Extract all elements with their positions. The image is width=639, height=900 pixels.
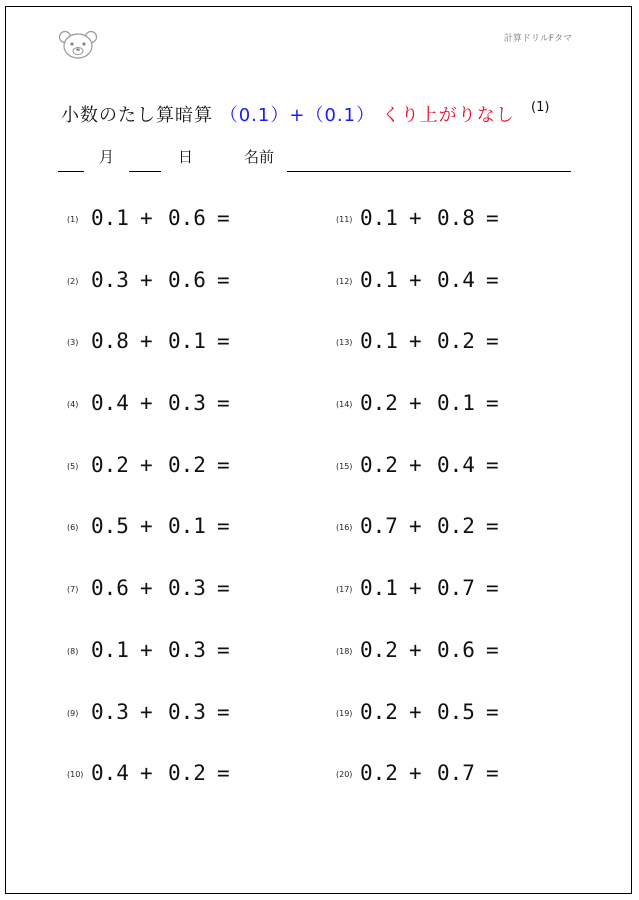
plus-sign: + (409, 391, 422, 415)
problem-number: (4) (67, 400, 79, 409)
first-operand: 0.1 (360, 206, 398, 230)
second-operand: 0.5 (437, 700, 475, 724)
problem-number: (3) (67, 338, 79, 347)
equals-sign: = (486, 576, 499, 600)
first-operand: 0.1 (91, 638, 129, 662)
problem-number: (5) (67, 462, 79, 471)
title-expression: （0.1）+（0.1） (219, 105, 376, 126)
equals-sign: = (486, 206, 499, 230)
equals-sign: = (217, 700, 230, 724)
second-operand: 0.2 (437, 514, 475, 538)
plus-sign: + (140, 514, 153, 538)
sheet-number: (1) (531, 100, 550, 115)
day-blank[interactable] (129, 171, 161, 172)
second-operand: 0.1 (168, 329, 206, 353)
plus-sign: + (409, 453, 422, 477)
second-operand: 0.3 (168, 700, 206, 724)
plus-sign: + (140, 329, 153, 353)
second-operand: 0.4 (437, 453, 475, 477)
problem-number: (8) (67, 647, 79, 656)
problem-number: (18) (336, 647, 353, 656)
first-operand: 0.5 (91, 514, 129, 538)
problem-number: (7) (67, 585, 79, 594)
first-operand: 0.3 (91, 268, 129, 292)
equals-sign: = (217, 514, 230, 538)
second-operand: 0.4 (437, 268, 475, 292)
plus-sign: + (409, 638, 422, 662)
problem-number: (2) (67, 277, 79, 286)
plus-sign: + (409, 761, 422, 785)
equals-sign: = (217, 761, 230, 785)
problem-number: (13) (336, 338, 353, 347)
problem-number: (6) (67, 523, 79, 532)
first-operand: 0.1 (360, 329, 398, 353)
equals-sign: = (217, 576, 230, 600)
problem-number: (10) (67, 770, 84, 779)
second-operand: 0.3 (168, 638, 206, 662)
second-operand: 0.3 (168, 391, 206, 415)
first-operand: 0.4 (91, 391, 129, 415)
first-operand: 0.2 (360, 700, 398, 724)
problem-number: (15) (336, 462, 353, 471)
second-operand: 0.6 (168, 268, 206, 292)
first-operand: 0.2 (360, 391, 398, 415)
first-operand: 0.8 (91, 329, 129, 353)
plus-sign: + (409, 700, 422, 724)
equals-sign: = (217, 329, 230, 353)
plus-sign: + (140, 638, 153, 662)
plus-sign: + (140, 268, 153, 292)
second-operand: 0.8 (437, 206, 475, 230)
first-operand: 0.4 (91, 761, 129, 785)
month-blank[interactable] (58, 171, 84, 172)
plus-sign: + (409, 206, 422, 230)
second-operand: 0.2 (168, 453, 206, 477)
equals-sign: = (217, 391, 230, 415)
problem-number: (16) (336, 523, 353, 532)
plus-sign: + (409, 268, 422, 292)
brand-label: 計算ドリルFタマ (503, 34, 572, 44)
second-operand: 0.1 (168, 514, 206, 538)
equals-sign: = (486, 638, 499, 662)
problem-number: (17) (336, 585, 353, 594)
second-operand: 0.1 (437, 391, 475, 415)
problem-number: (1) (67, 215, 79, 224)
second-operand: 0.2 (168, 761, 206, 785)
title-main: 小数のたし算暗算 (61, 105, 213, 126)
name-label: 名前 (244, 148, 275, 166)
first-operand: 0.6 (91, 576, 129, 600)
second-operand: 0.7 (437, 576, 475, 600)
problem-number: (9) (67, 709, 79, 718)
equals-sign: = (217, 453, 230, 477)
plus-sign: + (140, 453, 153, 477)
plus-sign: + (140, 391, 153, 415)
second-operand: 0.7 (437, 761, 475, 785)
plus-sign: + (140, 700, 153, 724)
equals-sign: = (486, 514, 499, 538)
second-operand: 0.6 (437, 638, 475, 662)
problem-number: (19) (336, 709, 353, 718)
equals-sign: = (486, 329, 499, 353)
problem-number: (12) (336, 277, 353, 286)
plus-sign: + (140, 576, 153, 600)
month-label: 月 (99, 148, 115, 166)
first-operand: 0.1 (360, 576, 398, 600)
day-label: 日 (178, 148, 194, 166)
plus-sign: + (140, 761, 153, 785)
bear-logo-icon (58, 30, 98, 60)
first-operand: 0.1 (360, 268, 398, 292)
first-operand: 0.7 (360, 514, 398, 538)
name-blank[interactable] (287, 171, 571, 172)
problem-number: (20) (336, 770, 353, 779)
equals-sign: = (217, 638, 230, 662)
equals-sign: = (486, 453, 499, 477)
plus-sign: + (409, 514, 422, 538)
first-operand: 0.3 (91, 700, 129, 724)
title-note: くり上がりなし (381, 105, 515, 126)
equals-sign: = (217, 206, 230, 230)
first-operand: 0.2 (360, 761, 398, 785)
equals-sign: = (486, 391, 499, 415)
first-operand: 0.2 (91, 453, 129, 477)
page-title (61, 101, 515, 127)
plus-sign: + (409, 576, 422, 600)
problem-number: (11) (336, 215, 353, 224)
second-operand: 0.3 (168, 576, 206, 600)
equals-sign: = (486, 761, 499, 785)
equals-sign: = (486, 268, 499, 292)
equals-sign: = (486, 700, 499, 724)
plus-sign: + (409, 329, 422, 353)
second-operand: 0.2 (437, 329, 475, 353)
first-operand: 0.2 (360, 453, 398, 477)
plus-sign: + (140, 206, 153, 230)
first-operand: 0.2 (360, 638, 398, 662)
equals-sign: = (217, 268, 230, 292)
second-operand: 0.6 (168, 206, 206, 230)
problem-number: (14) (336, 400, 353, 409)
first-operand: 0.1 (91, 206, 129, 230)
